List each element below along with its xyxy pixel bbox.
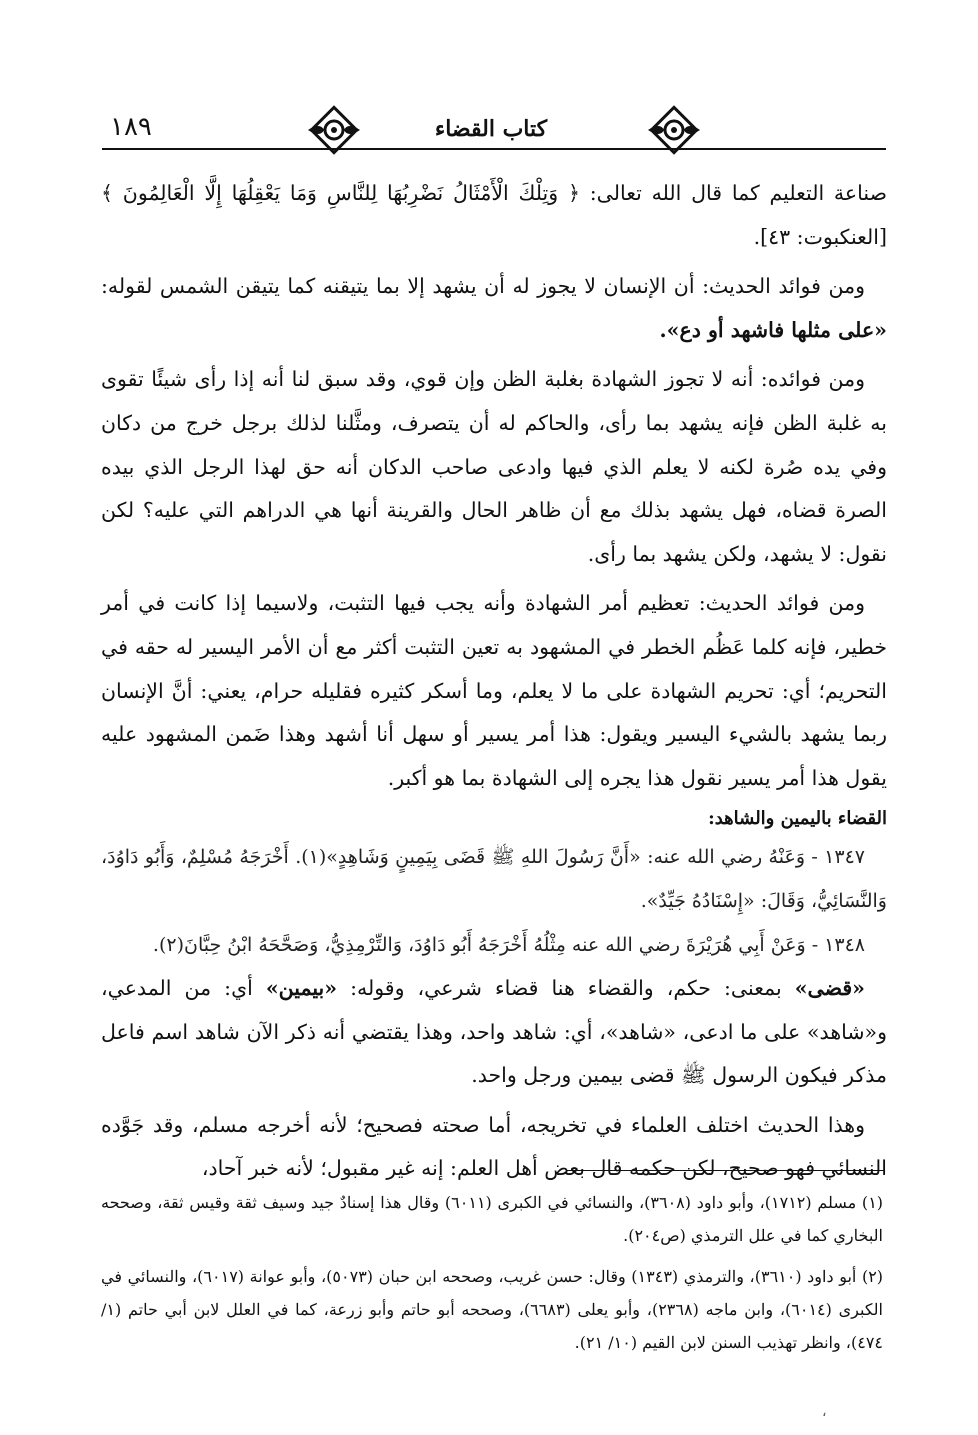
- paragraph-benefit-probability: ومن فوائده: أنه لا تجوز الشهادة بغلبة الظن وإن قوي، وقد سبق لنا أنه إذا رأى شيئًا تقوى به غلبة الظن فإنه يشهد بما رأى، والحاكم له أن يتصرف، ومثَّلنا لذلك برجل خرج من دكان وفي يده صُرة لكنه لا يعلم الذي فيها وادعى صاحب الدكان أنه حق لهذا الرجل الذي بيده الصرة قضاه، فهل يشهد بذلك مع أن ظاهر الحال والقرينة أنها هي الدراهم التي عليه؟ لكن نقول: لا يشهد، ولكن يشهد بما رأى.: [101, 367, 887, 566]
- hadith-1348: ١٣٤٨ - وَعَنْ أَبِي هُرَيْرَةَ رضي الله عنه مِثْلُهُ أَخْرَجَهُ أَبُو دَاوُدَ، وَالتِّرْمِذِيُّ، وَصَحَّحَهُ ابْنُ حِبَّانَ(٢).: [152, 933, 865, 956]
- paragraph-quran-verse: صناعة التعليم كما قال الله تعالى: ﴿ وَتِلْكَ الْأَمْثَالُ نَضْرِبُهَا لِلنَّاسِ وَمَا يَعْقِلُهَا إِلَّا الْعَالِمُونَ ﴾ [العنكبوت: ٤٣].: [101, 181, 887, 249]
- term-yamin: «بيمين»: [265, 976, 338, 1001]
- paragraph-benefit-certainty: [101, 265, 887, 352]
- term-qada: «قضى»: [794, 976, 865, 1001]
- paragraph-lead: ومن فوائد الحديث:: [689, 591, 866, 616]
- hadith-1347: ١٣٤٧ - وَعَنْهُ رضي الله عنه: «أَنَّ رَسُولَ اللهِ ﷺ قَضَى بِيَمِينٍ وَشَاهِدٍ»(١). أَخْرَجَهُ مُسْلِمٌ، وَأَبُو دَاوُدَ، وَالنَّسَائِيُّ، وَقَالَ: «إِسْنَادُهُ جَيِّدٌ».: [101, 846, 887, 912]
- page-header: [96, 102, 886, 172]
- hadith-quote: «على مثلها فاشهد أو دع».: [659, 317, 887, 342]
- paragraph-explanation: [101, 967, 887, 1098]
- page-number: ١٨٩: [110, 112, 152, 142]
- footer-mark: ،: [822, 1404, 827, 1420]
- paragraph-text: بمعنى: حكم، والقضاء هنا قضاء شرعي، وقوله:: [337, 976, 795, 1001]
- header-rule: [102, 148, 886, 150]
- paragraph-text: تعظيم أمر الشهادة وأنه يجب فيها التثبت، ولاسيما إذا كانت في أمر خطير، فإنه كلما عَظُم الخطر في المشهود به تعين التثبت أكثر مع أن الأمر اليسير له حقه في التحريم؛ أي: تحريم الشهادة على ما لا يعلم، وما أسكر كثيره فقليله حرام، يعني: أنَّ الإنسان ربما يشهد بالشيء اليسير ويقول: هذا أمر يسير أو سهل أنا أشهد وهذا ضَمن المشهود عليه يقول هذا أمر يسير نقول هذا يجره إلى الشهادة بما هو أكبر.: [101, 591, 887, 790]
- paragraph-text: ومن فوائد الحديث: أن الإنسان لا يجوز له أن يشهد إلا بما يتيقنه كما يتيقن الشمس لقوله:: [101, 274, 865, 299]
- chapter-title: كتاب القضاء: [434, 116, 548, 142]
- footnote-1: (١) مسلم (١٧١٢)، وأبو داود (٣٦٠٨)، والنسائي في الكبرى (٦٠١١) وقال هذا إسنادٌ جيد وسيف ثقة وقيس ثقة، وصححه البخاري كما في علل الترمذي (ص٢٠٤).: [101, 1193, 884, 1245]
- paragraph-takhrij: وهذا الحديث اختلف العلماء في تخريجه، أما صحته فصحيح؛ لأنه أخرجه مسلم، وقد جَوَّده النسائي فهو صحيح، لكن حكمه قال بعض أهل العلم: إنه غير مقبول؛ لأنه خبر آحاد،: [101, 1112, 887, 1181]
- section-heading: القضاء باليمين والشاهد:: [708, 808, 887, 830]
- footnote-rule: [566, 1170, 885, 1171]
- paragraph-text: أي: من المدعي، و«شاهد» على ما ادعى، «شاهد»، أي: شاهد واحد، وهذا يقتضي أنه ذكر الآن شاهد اسم فاعل مذكر فيكون الرسول ﷺ قضى بيمين ورجل واحد.: [101, 976, 887, 1088]
- footnotes: [101, 1186, 883, 1365]
- paragraph-benefit-caution: [101, 582, 887, 800]
- footnote-2: (٢) أبو داود (٣٦١٠)، والترمذي (١٣٤٣) وقال: حسن غريب، وصححه ابن حبان (٥٠٧٣)، وأبو عوانة (٦٠١٧)، والنسائي في الكبرى (٦٠١٤)، وابن ماجه (٢٣٦٨)، وأبو يعلى (٦٦٨٣)، وصححه أبو حاتم وأبو زرعة، كما في العلل لابن أبي حاتم (١/ ٤٧٤)، وانظر تهذيب السنن لابن القيم (١٠/ ٢١).: [101, 1267, 884, 1352]
- main-text: [101, 172, 887, 1191]
